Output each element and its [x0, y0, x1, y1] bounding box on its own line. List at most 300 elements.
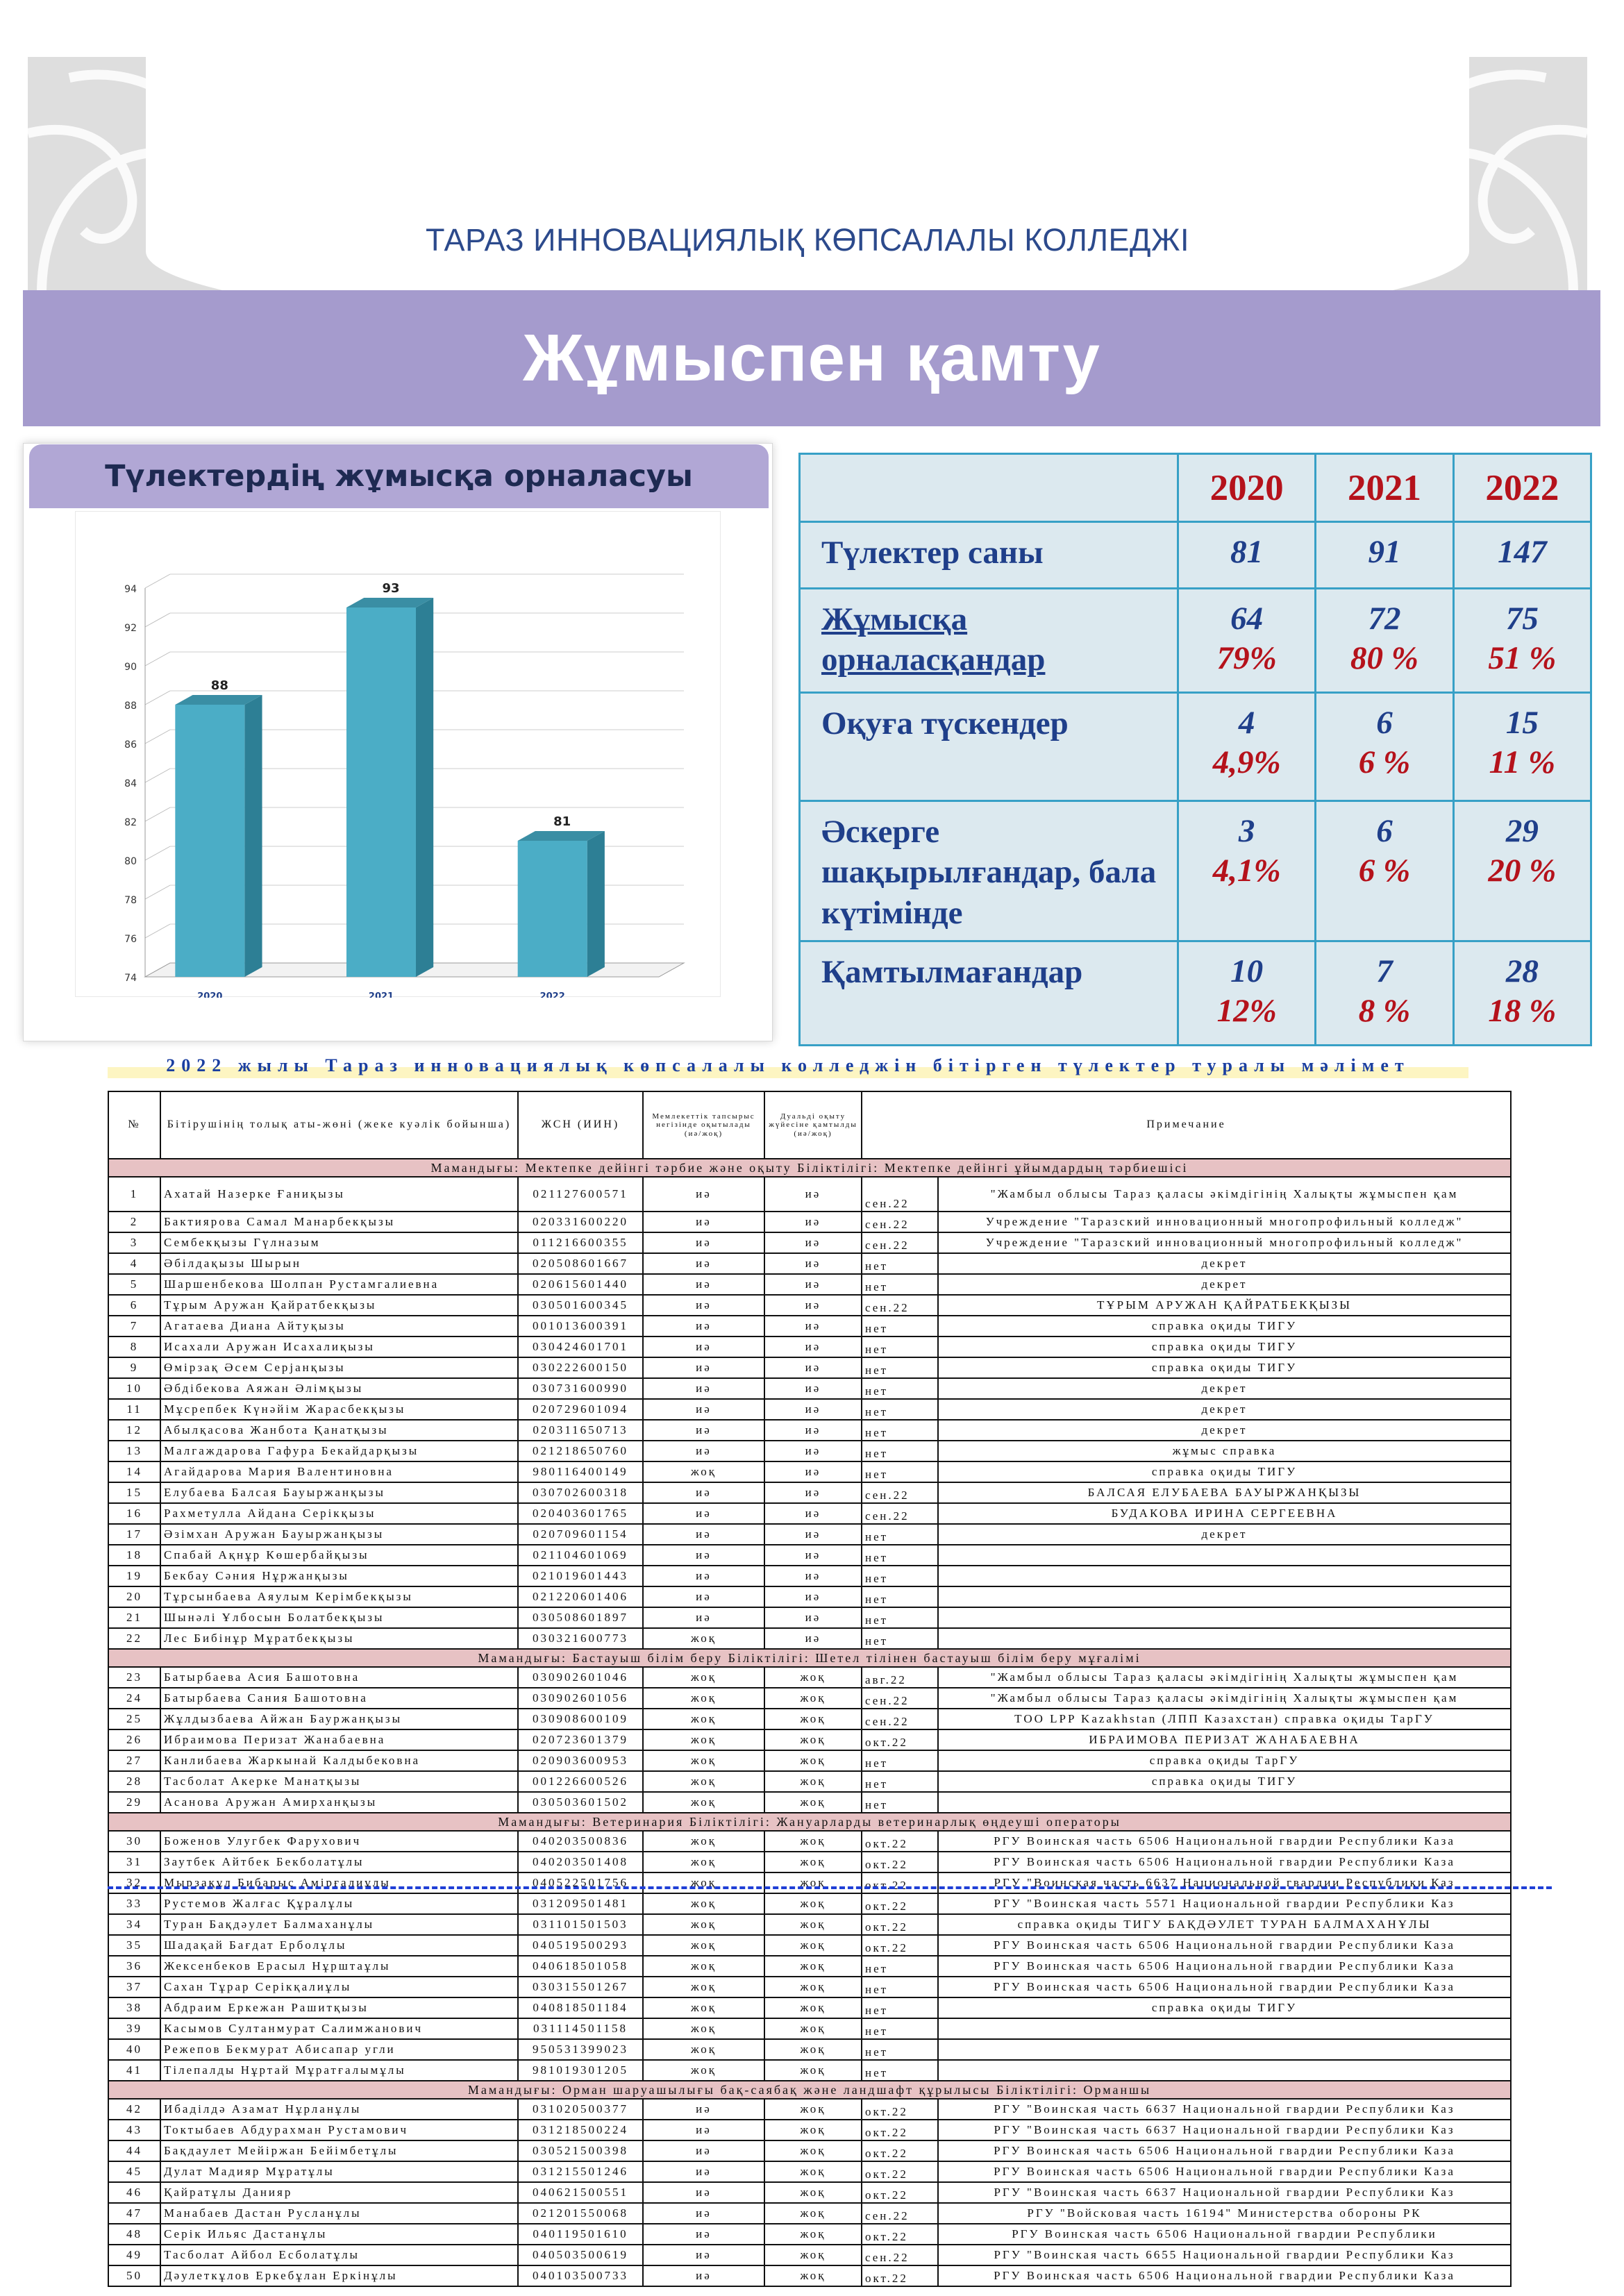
table-row: [108, 1914, 1511, 1935]
graduate-name: Елубаева Балсая Бауыржанқызы: [160, 1482, 518, 1503]
iin-cell: 011216600355: [518, 1232, 643, 1253]
dual-cell: иә: [764, 1212, 862, 1232]
note-cell: РГУ Воинская часть 6506 Национальной гвардии Республики Каза: [938, 1852, 1511, 1872]
graduate-name: Қайратұлы Данияр: [160, 2182, 518, 2203]
iin-cell: 030908600109: [518, 1709, 643, 1729]
note-cell: справка оқиды ТарГУ: [938, 1750, 1511, 1771]
graduate-name: Тасболат Айбол Есболатұлы: [160, 2245, 518, 2265]
iin-cell: 950531399023: [518, 2039, 643, 2060]
note-cell: [938, 1586, 1511, 1607]
dual-cell: иә: [764, 1378, 862, 1399]
graduate-name: Мұсрепбек Күнәйім Жарасбекқызы: [160, 1399, 518, 1420]
row-label-employed[interactable]: Жұмысқа орналасқандар: [800, 589, 1178, 693]
graduate-name: Бақдаулет Мейіржан Бейімбетұлы: [160, 2140, 518, 2161]
dual-cell: жоқ: [764, 1729, 862, 1750]
dual-cell: жоқ: [764, 2018, 862, 2039]
stat-percent: 20 %: [1488, 853, 1557, 889]
x-tick-label: 2021: [368, 991, 394, 998]
graduate-name: Исахали Аружан Исахалиқызы: [160, 1336, 518, 1357]
bar-side: [587, 831, 605, 977]
note-cell: жұмыс справка: [938, 1441, 1511, 1461]
dual-cell: иә: [764, 1274, 862, 1295]
graduate-name: Серік Ильяс Дастанұлы: [160, 2224, 518, 2245]
note-cell: РГУ Воинская часть 6506 Национальной гвардии Республики Каза: [938, 2265, 1511, 2286]
row-number: 41: [108, 2060, 160, 2081]
employment-date: нет: [862, 1956, 938, 1977]
dual-cell: иә: [764, 1524, 862, 1545]
employment-date: окт.22: [862, 2120, 938, 2140]
note-cell: "Жамбыл облысы Тараз қаласы әкімдігінің Халықты жұмыспен қам: [938, 1667, 1511, 1688]
stat-value: 4: [1238, 705, 1255, 741]
iin-cell: 040522501756: [518, 1872, 643, 1893]
stat-percent: 8 %: [1358, 993, 1411, 1030]
grant-cell: иә: [643, 1420, 764, 1441]
grant-cell: иә: [643, 1177, 764, 1212]
grant-cell: иә: [643, 1357, 764, 1378]
table-row: [108, 2224, 1511, 2245]
employment-date: нет: [862, 1977, 938, 1997]
iin-cell: 020723601379: [518, 1729, 643, 1750]
table-row: [108, 1274, 1511, 1295]
bar: [346, 607, 416, 977]
employment-date: нет: [862, 1336, 938, 1357]
graduate-name: Шаршенбекова Шолпан Рустамгалиевна: [160, 1274, 518, 1295]
iin-cell: 031215501246: [518, 2161, 643, 2182]
employment-date: нет: [862, 1399, 938, 1420]
note-cell: [938, 1545, 1511, 1566]
grant-cell: иә: [643, 1441, 764, 1461]
employment-date: окт.22: [862, 1852, 938, 1872]
y-tick-label: 76: [124, 934, 137, 945]
graduate-name: Асанова Аружан Амирханқызы: [160, 1792, 518, 1813]
dual-cell: иә: [764, 1399, 862, 1420]
dual-cell: жоқ: [764, 1750, 862, 1771]
grant-cell: иә: [643, 1295, 764, 1316]
employment-date: нет: [862, 1420, 938, 1441]
row-number: 5: [108, 1274, 160, 1295]
table-row: [108, 1503, 1511, 1524]
dual-cell: жоқ: [764, 2224, 862, 2245]
employment-date: нет: [862, 1378, 938, 1399]
iin-cell: 031218500224: [518, 2120, 643, 2140]
grant-cell: иә: [643, 2182, 764, 2203]
note-cell: РГУ Воинская часть 6506 Национальной гвардии Республики Каза: [938, 1831, 1511, 1852]
col-header-num: №: [108, 1091, 160, 1159]
note-cell: декрет: [938, 1274, 1511, 1295]
grant-cell: иә: [643, 1545, 764, 1566]
iin-cell: 981019301205: [518, 2060, 643, 2081]
employment-date: нет: [862, 1316, 938, 1336]
note-cell: [938, 2039, 1511, 2060]
y-tick-label: 86: [124, 739, 137, 751]
year-header: 2020: [1178, 454, 1316, 522]
dual-cell: иә: [764, 1177, 862, 1212]
section-header: [108, 1649, 1511, 1667]
table-row: [108, 1667, 1511, 1688]
table-row: [108, 1771, 1511, 1792]
iin-cell: 040519500293: [518, 1935, 643, 1956]
grid-line-side: [145, 691, 170, 705]
row-number: 22: [108, 1628, 160, 1649]
note-cell: ТОО LPP Kazakhstan (ЛПП Казахстан) справка оқиды ТарГУ: [938, 1709, 1511, 1729]
table-row: [108, 2018, 1511, 2039]
note-cell: [938, 1792, 1511, 1813]
college-name: ТАРАЗ ИННОВАЦИЯЛЫҚ КӨПСАЛАЛЫ КОЛЛЕДЖІ: [425, 222, 1190, 258]
grant-cell: жоқ: [643, 1709, 764, 1729]
table-row: [108, 1935, 1511, 1956]
note-cell: РГУ "Воинская часть 5571 Национальной гвардии Республики Каз: [938, 1893, 1511, 1914]
iin-cell: 030424601701: [518, 1336, 643, 1357]
graduate-name: Рустемов Жалғас Құралұлы: [160, 1893, 518, 1914]
graduate-name: Агайдарова Мария Валентиновна: [160, 1461, 518, 1482]
employment-date: нет: [862, 1607, 938, 1628]
table-row: [108, 2182, 1511, 2203]
graduate-name: Агатаева Диана Айтуқызы: [160, 1316, 518, 1336]
note-cell: [938, 2018, 1511, 2039]
row-number: 1: [108, 1177, 160, 1212]
graduate-name: Абдраим Еркежан Рашитқызы: [160, 1997, 518, 2018]
row-number: 14: [108, 1461, 160, 1482]
data-label: 81: [553, 814, 571, 829]
graduate-name: Батырбаева Сания Башотовна: [160, 1688, 518, 1709]
col-header-note: Примечание: [862, 1091, 1511, 1159]
employment-date: сен.22: [862, 1503, 938, 1524]
dual-cell: жоқ: [764, 1997, 862, 2018]
graduate-name: Тасболат Акерке Манатқызы: [160, 1771, 518, 1792]
iin-cell: 021201550068: [518, 2203, 643, 2224]
table-row: [108, 1750, 1511, 1771]
grant-cell: иә: [643, 1316, 764, 1336]
grant-cell: иә: [643, 2140, 764, 2161]
table-row: [108, 1997, 1511, 2018]
dual-cell: жоқ: [764, 2182, 862, 2203]
employment-date: окт.22: [862, 1872, 938, 1893]
stat-value: 81: [1230, 534, 1264, 570]
dual-cell: жоқ: [764, 2203, 862, 2224]
iin-cell: 030315501267: [518, 1977, 643, 1997]
dual-cell: иә: [764, 1628, 862, 1649]
dual-cell: жоқ: [764, 2039, 862, 2060]
page-title-bar: [23, 290, 1600, 426]
table-row: [108, 1441, 1511, 1461]
header-banner: [28, 57, 1587, 300]
grid-line-side: [145, 574, 170, 588]
note-cell: декрет: [938, 1420, 1511, 1441]
employment-date: сен.22: [862, 1212, 938, 1232]
iin-cell: 040119501610: [518, 2224, 643, 2245]
grid-line-side: [145, 885, 170, 899]
iin-cell: 030731600990: [518, 1378, 643, 1399]
graduate-name: Токтыбаев Абдурахман Рустамович: [160, 2120, 518, 2140]
stat-value: 6: [1376, 813, 1393, 849]
table-row: [108, 1688, 1511, 1709]
row-label-unemployed: Қамтылмағандар: [800, 941, 1178, 1045]
table-row: [108, 1586, 1511, 1607]
graduate-name: Шадақай Бағдат Ерболұлы: [160, 1935, 518, 1956]
grant-cell: иә: [643, 1378, 764, 1399]
stat-percent: 6 %: [1358, 744, 1411, 781]
row-number: 24: [108, 1688, 160, 1709]
table-row: [108, 2099, 1511, 2120]
graduate-name: Тұрсынбаева Аяулым Керімбекқызы: [160, 1586, 518, 1607]
iin-cell: 040818501184: [518, 1997, 643, 2018]
employment-date: нет: [862, 1461, 938, 1482]
table-row: [108, 2120, 1511, 2140]
iin-cell: 030508601897: [518, 1607, 643, 1628]
row-number: 12: [108, 1420, 160, 1441]
dual-cell: иә: [764, 1503, 862, 1524]
stat-percent: 4,1%: [1212, 853, 1281, 889]
dual-cell: иә: [764, 1545, 862, 1566]
y-tick-label: 74: [124, 973, 137, 984]
grant-cell: иә: [643, 1586, 764, 1607]
dual-cell: иә: [764, 1441, 862, 1461]
table-row: [108, 1461, 1511, 1482]
grant-cell: жоқ: [643, 1831, 764, 1852]
grant-cell: жоқ: [643, 1688, 764, 1709]
graduate-name: Әбілдақызы Шырын: [160, 1253, 518, 1274]
iin-cell: 040203501408: [518, 1852, 643, 1872]
stat-value: 6: [1376, 705, 1393, 741]
table-row: [108, 1545, 1511, 1566]
dual-cell: иә: [764, 1566, 862, 1586]
graduate-name: Ибраимова Перизат Жанабаевна: [160, 1729, 518, 1750]
row-number: 28: [108, 1771, 160, 1792]
iin-cell: 021127600571: [518, 1177, 643, 1212]
grant-cell: иә: [643, 1232, 764, 1253]
x-tick-label: 2020: [197, 991, 223, 998]
grid-line-side: [145, 652, 170, 666]
employment-date: нет: [862, 2018, 938, 2039]
grid-line-side: [145, 613, 170, 627]
row-label-graduates: Түлектер саны: [800, 522, 1178, 589]
dual-cell: жоқ: [764, 1977, 862, 1997]
employment-date: окт.22: [862, 1935, 938, 1956]
note-cell: РГУ "Войсковая часть 16194" Министерства обороны РК: [938, 2203, 1511, 2224]
row-number: 25: [108, 1709, 160, 1729]
graduate-name: Сембекқызы Гүлназым: [160, 1232, 518, 1253]
stat-percent: 12%: [1216, 993, 1277, 1030]
table-row: [108, 2203, 1511, 2224]
row-number: 2: [108, 1212, 160, 1232]
iin-cell: 040618501058: [518, 1956, 643, 1977]
employment-date: нет: [862, 1545, 938, 1566]
row-number: 11: [108, 1399, 160, 1420]
dual-cell: жоқ: [764, 2245, 862, 2265]
note-cell: РГУ "Воинская часть 6637 Национальной гвардии Республики Каз: [938, 2182, 1511, 2203]
row-number: 13: [108, 1441, 160, 1461]
table-row: [108, 1253, 1511, 1274]
table-row: [108, 2060, 1511, 2081]
graduate-name: Өмірзақ Әсем Серjанқызы: [160, 1357, 518, 1378]
iin-cell: 001013600391: [518, 1316, 643, 1336]
note-cell: декрет: [938, 1524, 1511, 1545]
grant-cell: иә: [643, 2099, 764, 2120]
grant-cell: иә: [643, 1212, 764, 1232]
employment-date: окт.22: [862, 2265, 938, 2286]
graduate-name: Дулат Мадияр Мұратұлы: [160, 2161, 518, 2182]
employment-date: окт.22: [862, 2224, 938, 2245]
row-number: 34: [108, 1914, 160, 1935]
grant-cell: иә: [643, 2120, 764, 2140]
grant-cell: иә: [643, 1253, 764, 1274]
table-row: [108, 2265, 1511, 2286]
row-label-studying: Оқуға түскендер: [800, 693, 1178, 801]
row-number: 47: [108, 2203, 160, 2224]
employment-date: сен.22: [862, 1482, 938, 1503]
row-number: 15: [108, 1482, 160, 1503]
grant-cell: иә: [643, 1482, 764, 1503]
iin-cell: 021019601443: [518, 1566, 643, 1586]
chart-title: Түлектердің жұмысқа орналасуы: [29, 444, 769, 508]
row-number: 21: [108, 1607, 160, 1628]
grant-cell: иә: [643, 2224, 764, 2245]
row-number: 44: [108, 2140, 160, 2161]
row-number: 20: [108, 1586, 160, 1607]
data-label: 93: [382, 581, 400, 596]
note-cell: РГУ Воинская часть 6506 Национальной гвардии Республики Каза: [938, 1956, 1511, 1977]
note-cell: РГУ "Воинская часть 6637 Национальной гвардии Республики Каз: [938, 2099, 1511, 2120]
row-number: 43: [108, 2120, 160, 2140]
employment-date: нет: [862, 1357, 938, 1378]
table-row: [108, 1420, 1511, 1441]
iin-cell: 030501600345: [518, 1295, 643, 1316]
y-tick-label: 84: [124, 778, 137, 789]
grant-cell: жоқ: [643, 1628, 764, 1649]
table-row: [108, 1378, 1511, 1399]
employment-date: нет: [862, 2039, 938, 2060]
graduate-name: Әзімхан Аружан Бауыржанқызы: [160, 1524, 518, 1545]
iin-cell: 030902601046: [518, 1667, 643, 1688]
note-cell: ТҰРЫМ АРУЖАН ҚАЙРАТБЕКҚЫЗЫ: [938, 1295, 1511, 1316]
table-row: [108, 2039, 1511, 2060]
table-row: [108, 1212, 1511, 1232]
stat-percent: 6 %: [1358, 853, 1411, 889]
dual-cell: жоқ: [764, 1792, 862, 1813]
dual-cell: жоқ: [764, 1852, 862, 1872]
employment-date: окт.22: [862, 2140, 938, 2161]
iin-cell: 020615601440: [518, 1274, 643, 1295]
grid-line-side: [145, 807, 170, 821]
stat-value: 7: [1376, 953, 1393, 989]
stat-percent: 18 %: [1488, 993, 1557, 1030]
employment-date: нет: [862, 1750, 938, 1771]
row-number: 30: [108, 1831, 160, 1852]
stat-value: 10: [1230, 953, 1264, 989]
table-row: [108, 1295, 1511, 1316]
stat-value: 75: [1505, 601, 1539, 637]
dual-cell: иә: [764, 1607, 862, 1628]
employment-date: сен.22: [862, 1232, 938, 1253]
graduate-name: Боженов Улугбек Фарухович: [160, 1831, 518, 1852]
employment-date: нет: [862, 1628, 938, 1649]
grant-cell: жоқ: [643, 1914, 764, 1935]
employment-date: нет: [862, 1566, 938, 1586]
row-number: 36: [108, 1956, 160, 1977]
grant-cell: жоқ: [643, 1792, 764, 1813]
note-cell: Учреждение "Таразский инновационный многопрофильный колледж": [938, 1232, 1511, 1253]
y-tick-label: 90: [124, 662, 137, 673]
graduate-name: Жұлдызбаева Айжан Бауржанқызы: [160, 1709, 518, 1729]
graduate-name: Рахметулла Айдана Серікқызы: [160, 1503, 518, 1524]
row-number: 10: [108, 1378, 160, 1399]
grant-cell: иә: [643, 2161, 764, 2182]
grid-line-side: [145, 846, 170, 860]
iin-cell: 001226600526: [518, 1771, 643, 1792]
note-cell: ИБРАИМОВА ПЕРИЗАТ ЖАНАБАЕВНА: [938, 1729, 1511, 1750]
row-number: 16: [108, 1503, 160, 1524]
graduate-name: Дәулеткұлов Еркебұлан Еркінұлы: [160, 2265, 518, 2286]
row-number: 4: [108, 1253, 160, 1274]
note-cell: [938, 1607, 1511, 1628]
iin-cell: 020403601765: [518, 1503, 643, 1524]
dual-cell: жоқ: [764, 2099, 862, 2120]
y-tick-label: 80: [124, 856, 137, 867]
stat-value: 147: [1498, 534, 1547, 570]
row-number: 46: [108, 2182, 160, 2203]
grant-cell: жоқ: [643, 1729, 764, 1750]
employment-date: окт.22: [862, 2182, 938, 2203]
row-number: 48: [108, 2224, 160, 2245]
row-number: 18: [108, 1545, 160, 1566]
stats-corner: [800, 454, 1178, 522]
grant-cell: иә: [643, 2203, 764, 2224]
graduate-name: Әбдібекова Аяжан Әлімқызы: [160, 1378, 518, 1399]
grant-cell: иә: [643, 1274, 764, 1295]
y-tick-label: 82: [124, 817, 137, 828]
dual-cell: жоқ: [764, 2140, 862, 2161]
note-cell: декрет: [938, 1253, 1511, 1274]
graduate-name: Манабаев Дастан Русланұлы: [160, 2203, 518, 2224]
iin-cell: 031209501481: [518, 1893, 643, 1914]
dual-cell: жоқ: [764, 1771, 862, 1792]
page-title: Жұмыспен қамту: [523, 321, 1100, 395]
iin-cell: 020709601154: [518, 1524, 643, 1545]
graduate-name: Режепов Бекмурат Абисапар угли: [160, 2039, 518, 2060]
stat-percent: 79%: [1216, 640, 1277, 677]
grant-cell: жоқ: [643, 2039, 764, 2060]
dual-cell: иә: [764, 1357, 862, 1378]
x-tick-label: 2022: [539, 991, 565, 998]
col-header-grant: Мемлекеттік тапсырыс негізінде оқытылады (иә/жоқ): [643, 1091, 764, 1159]
grant-cell: жоқ: [643, 1771, 764, 1792]
section-title: Мамандығы: Ветеринария Біліктілігі: Жануарларды ветеринарлық өңдеуші операторы: [108, 1813, 1511, 1831]
note-cell: [938, 1566, 1511, 1586]
dual-cell: иә: [764, 1336, 862, 1357]
iin-cell: 030503601502: [518, 1792, 643, 1813]
row-number: 37: [108, 1977, 160, 1997]
employment-date: нет: [862, 1997, 938, 2018]
graduate-name: Туран Бақдәулет Балмаханұлы: [160, 1914, 518, 1935]
note-cell: справка оқиды ТИГУ: [938, 1316, 1511, 1336]
section-title: Мамандығы: Мектепке дейінгі тәрбие және оқыту Біліктілігі: Мектепке дейінгі ұйымдардың тәрбиешісі: [108, 1159, 1511, 1177]
table-row: [108, 2245, 1511, 2265]
dual-cell: жоқ: [764, 1893, 862, 1914]
note-cell: [938, 2060, 1511, 2081]
section-title: Мамандығы: Бастауыш білім беру Біліктілігі: Шетел тілінен бастауыш білім беру мұғалімі: [108, 1649, 1511, 1667]
note-cell: РГУ "Воинская часть 6637 Национальной гвардии Республики Каз: [938, 2120, 1511, 2140]
section-title: Мамандығы: Орман шаруашылығы бақ-саябақ және ландшафт құрылысы Біліктілігі: Орманшы: [108, 2081, 1511, 2099]
employment-date: нет: [862, 1524, 938, 1545]
dual-cell: жоқ: [764, 1872, 862, 1893]
bar-side: [416, 598, 433, 977]
grant-cell: иә: [643, 2265, 764, 2286]
graduate-name: Шынәлі Ұлбосын Болатбекқызы: [160, 1607, 518, 1628]
grant-cell: жоқ: [643, 2018, 764, 2039]
iin-cell: 031101501503: [518, 1914, 643, 1935]
table-row: [108, 1893, 1511, 1914]
iin-cell: 020331600220: [518, 1212, 643, 1232]
